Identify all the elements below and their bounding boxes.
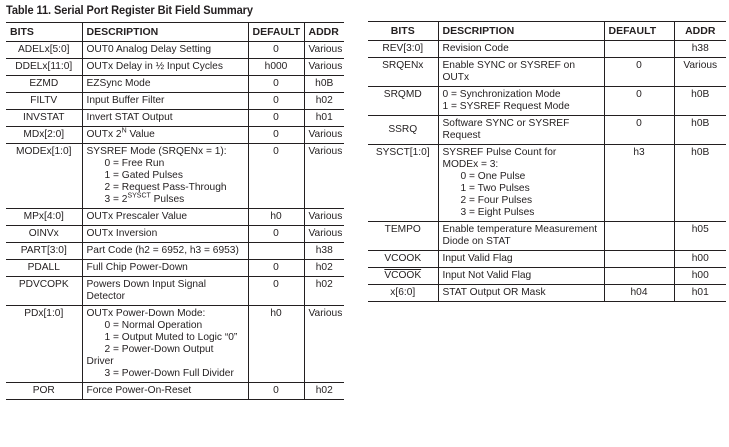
- bits-cell: SRQMD: [368, 87, 438, 116]
- bits-cell: PDALL: [6, 260, 82, 277]
- table-row: [368, 116, 726, 145]
- desc-line: SYSREF Pulse Count for: [442, 147, 557, 158]
- desc-line: SYSREF Mode (SRQENx = 1):: [86, 146, 227, 157]
- addr-cell: h02: [304, 277, 344, 306]
- header-description: DESCRIPTION: [82, 23, 248, 42]
- default-cell: h000: [248, 59, 304, 76]
- default-cell: h04: [604, 285, 674, 302]
- table-row: [368, 41, 726, 58]
- addr-cell: h05: [674, 222, 726, 251]
- default-cell: [604, 268, 674, 285]
- desc-line: 0 = Synchronization Mode: [442, 89, 561, 100]
- superscript: SYSCT: [127, 192, 151, 200]
- desc-line: MODEx = 3:: [442, 159, 499, 170]
- bits-cell: SSRQ: [368, 116, 438, 145]
- description-cell: [82, 306, 248, 383]
- default-cell: 0: [248, 110, 304, 127]
- desc-line: 0 = One Pulse: [460, 171, 526, 182]
- header-addr: ADDR: [674, 22, 726, 41]
- addr-cell: h01: [674, 285, 726, 302]
- description-cell: [438, 145, 604, 222]
- addr-cell: Various: [304, 209, 344, 226]
- table-row: [6, 76, 344, 93]
- header-bits: BITS: [368, 22, 438, 41]
- description-cell: STAT Output OR Mask: [438, 285, 604, 302]
- default-cell: [604, 251, 674, 268]
- description-cell: [438, 222, 604, 251]
- bits-cell: PDx[1:0]: [6, 306, 82, 383]
- table-row: [368, 58, 726, 87]
- header-default: DEFAULT: [604, 22, 674, 41]
- description-cell: OUT0 Analog Delay Setting: [82, 42, 248, 59]
- register-table-left: [6, 22, 344, 400]
- table-row: [6, 306, 344, 383]
- desc-line: [87, 194, 244, 206]
- description-cell: Enable SYNC or SYSREF on OUTx: [438, 58, 604, 87]
- addr-cell: h02: [304, 260, 344, 277]
- desc-line: 2 = Request Pass-Through: [104, 182, 227, 193]
- default-cell: 0: [248, 144, 304, 209]
- table-row: [6, 110, 344, 127]
- desc-line: OUTx Power-Down Mode:: [86, 308, 206, 319]
- bits-cell: MDx[2:0]: [6, 127, 82, 144]
- default-cell: [604, 222, 674, 251]
- bits-cell: DDELx[11:0]: [6, 59, 82, 76]
- header-bits: BITS: [6, 23, 82, 42]
- desc-line: Driver: [86, 356, 114, 367]
- register-table-right: [368, 21, 726, 302]
- description-cell: Force Power-On-Reset: [82, 383, 248, 400]
- desc-line: 0 = Normal Operation: [104, 320, 203, 331]
- bits-cell: VCOOK: [368, 268, 438, 285]
- table-row: [6, 42, 344, 59]
- desc-text: Value: [126, 129, 155, 140]
- addr-cell: Various: [304, 42, 344, 59]
- desc-line: Software SYNC or SYSREF: [442, 118, 570, 129]
- addr-cell: h38: [674, 41, 726, 58]
- table-row: [6, 243, 344, 260]
- table-row: [368, 285, 726, 302]
- desc-line: 3 = Power-Down Full Divider: [104, 368, 234, 379]
- default-cell: 0: [248, 260, 304, 277]
- addr-cell: Various: [304, 127, 344, 144]
- table-title: Table 11. Serial Port Register Bit Field Summary: [6, 3, 253, 17]
- header-addr: ADDR: [304, 23, 344, 42]
- table-row: [6, 127, 344, 144]
- default-cell: 0: [604, 116, 674, 145]
- addr-cell: h00: [674, 268, 726, 285]
- header-description: DESCRIPTION: [438, 22, 604, 41]
- description-cell: Input Buffer Filter: [82, 93, 248, 110]
- table-row: [368, 251, 726, 268]
- table-row: [6, 209, 344, 226]
- bits-cell: SYSCT[1:0]: [368, 145, 438, 222]
- default-cell: 0: [248, 76, 304, 93]
- desc-line: 1 = SYSREF Request Mode: [442, 101, 570, 112]
- addr-cell: h0B: [304, 76, 344, 93]
- description-cell: OUTx Prescaler Value: [82, 209, 248, 226]
- description-cell: [82, 127, 248, 144]
- header-row: [6, 23, 344, 42]
- addr-cell: Various: [674, 58, 726, 87]
- bits-cell: TEMPO: [368, 222, 438, 251]
- description-cell: EZSync Mode: [82, 76, 248, 93]
- description-cell: Full Chip Power-Down: [82, 260, 248, 277]
- bits-cell: MPx[4:0]: [6, 209, 82, 226]
- bits-cell: EZMD: [6, 76, 82, 93]
- table-row: [6, 383, 344, 400]
- desc-line: 1 = Two Pulses: [460, 183, 530, 194]
- description-cell: Invert STAT Output: [82, 110, 248, 127]
- desc-line: 2 = Four Pulses: [460, 195, 533, 206]
- bits-cell: VCOOK: [368, 251, 438, 268]
- addr-cell: h02: [304, 383, 344, 400]
- addr-cell: h0B: [674, 116, 726, 145]
- default-cell: h0: [248, 306, 304, 383]
- bits-cell: ADELx[5:0]: [6, 42, 82, 59]
- description-cell: Part Code (h2 = 6952, h3 = 6953): [82, 243, 248, 260]
- bits-cell: OINVx: [6, 226, 82, 243]
- description-cell: OUTx Inversion: [82, 226, 248, 243]
- desc-text: Pulses: [150, 194, 185, 205]
- desc-line: Diode on STAT: [442, 236, 511, 247]
- desc-line: 1 = Output Muted to Logic “0”: [104, 332, 238, 343]
- desc-line: 0 = Free Run: [104, 158, 165, 169]
- addr-cell: h02: [304, 93, 344, 110]
- default-cell: 0: [248, 383, 304, 400]
- bits-cell: PDVCOPK: [6, 277, 82, 306]
- table-row: [6, 59, 344, 76]
- default-cell: 0: [604, 58, 674, 87]
- header-default: DEFAULT: [248, 23, 304, 42]
- addr-cell: Various: [304, 226, 344, 243]
- desc-line: 2 = Power-Down Output: [104, 344, 214, 355]
- superscript: N: [121, 127, 127, 135]
- desc-line: 1 = Gated Pulses: [104, 170, 183, 181]
- desc-line: Enable temperature Measurement: [442, 224, 598, 235]
- addr-cell: h01: [304, 110, 344, 127]
- table-row: [6, 226, 344, 243]
- description-cell: OUTx Delay in ½ Input Cycles: [82, 59, 248, 76]
- addr-cell: Various: [304, 59, 344, 76]
- default-cell: 0: [248, 277, 304, 306]
- table-row: [6, 277, 344, 306]
- default-cell: h3: [604, 145, 674, 222]
- desc-text: 3 = 2: [104, 194, 128, 205]
- default-cell: [604, 41, 674, 58]
- default-cell: [248, 243, 304, 260]
- default-cell: 0: [604, 87, 674, 116]
- description-cell: [82, 144, 248, 209]
- description-cell: [438, 116, 604, 145]
- description-cell: Input Not Valid Flag: [438, 268, 604, 285]
- desc-line: 3 = Eight Pulses: [460, 207, 535, 218]
- table-row: [368, 222, 726, 251]
- addr-cell: Various: [304, 306, 344, 383]
- bits-cell: x[6:0]: [368, 285, 438, 302]
- header-row: [368, 22, 726, 41]
- default-cell: h0: [248, 209, 304, 226]
- desc-line: Request: [442, 130, 481, 141]
- default-cell: 0: [248, 127, 304, 144]
- bits-cell: POR: [6, 383, 82, 400]
- desc-text: OUTx 2: [86, 129, 122, 140]
- description-cell: Revision Code: [438, 41, 604, 58]
- bits-cell: INVSTAT: [6, 110, 82, 127]
- addr-cell: h0B: [674, 87, 726, 116]
- default-cell: 0: [248, 226, 304, 243]
- table-row: [368, 268, 726, 285]
- bits-cell: REV[3:0]: [368, 41, 438, 58]
- addr-cell: h0B: [674, 145, 726, 222]
- bits-cell: MODEx[1:0]: [6, 144, 82, 209]
- bits-cell: FILTV: [6, 93, 82, 110]
- bits-cell: PART[3:0]: [6, 243, 82, 260]
- table-row: [6, 93, 344, 110]
- table-row: [368, 87, 726, 116]
- table-row: [6, 260, 344, 277]
- default-cell: 0: [248, 93, 304, 110]
- addr-cell: Various: [304, 144, 344, 209]
- addr-cell: h00: [674, 251, 726, 268]
- table-row: [368, 145, 726, 222]
- description-cell: Powers Down Input Signal Detector: [82, 277, 248, 306]
- description-cell: Input Valid Flag: [438, 251, 604, 268]
- addr-cell: h38: [304, 243, 344, 260]
- description-cell: [438, 87, 604, 116]
- table-row: [6, 144, 344, 209]
- default-cell: 0: [248, 42, 304, 59]
- bits-cell: SRQENx: [368, 58, 438, 87]
